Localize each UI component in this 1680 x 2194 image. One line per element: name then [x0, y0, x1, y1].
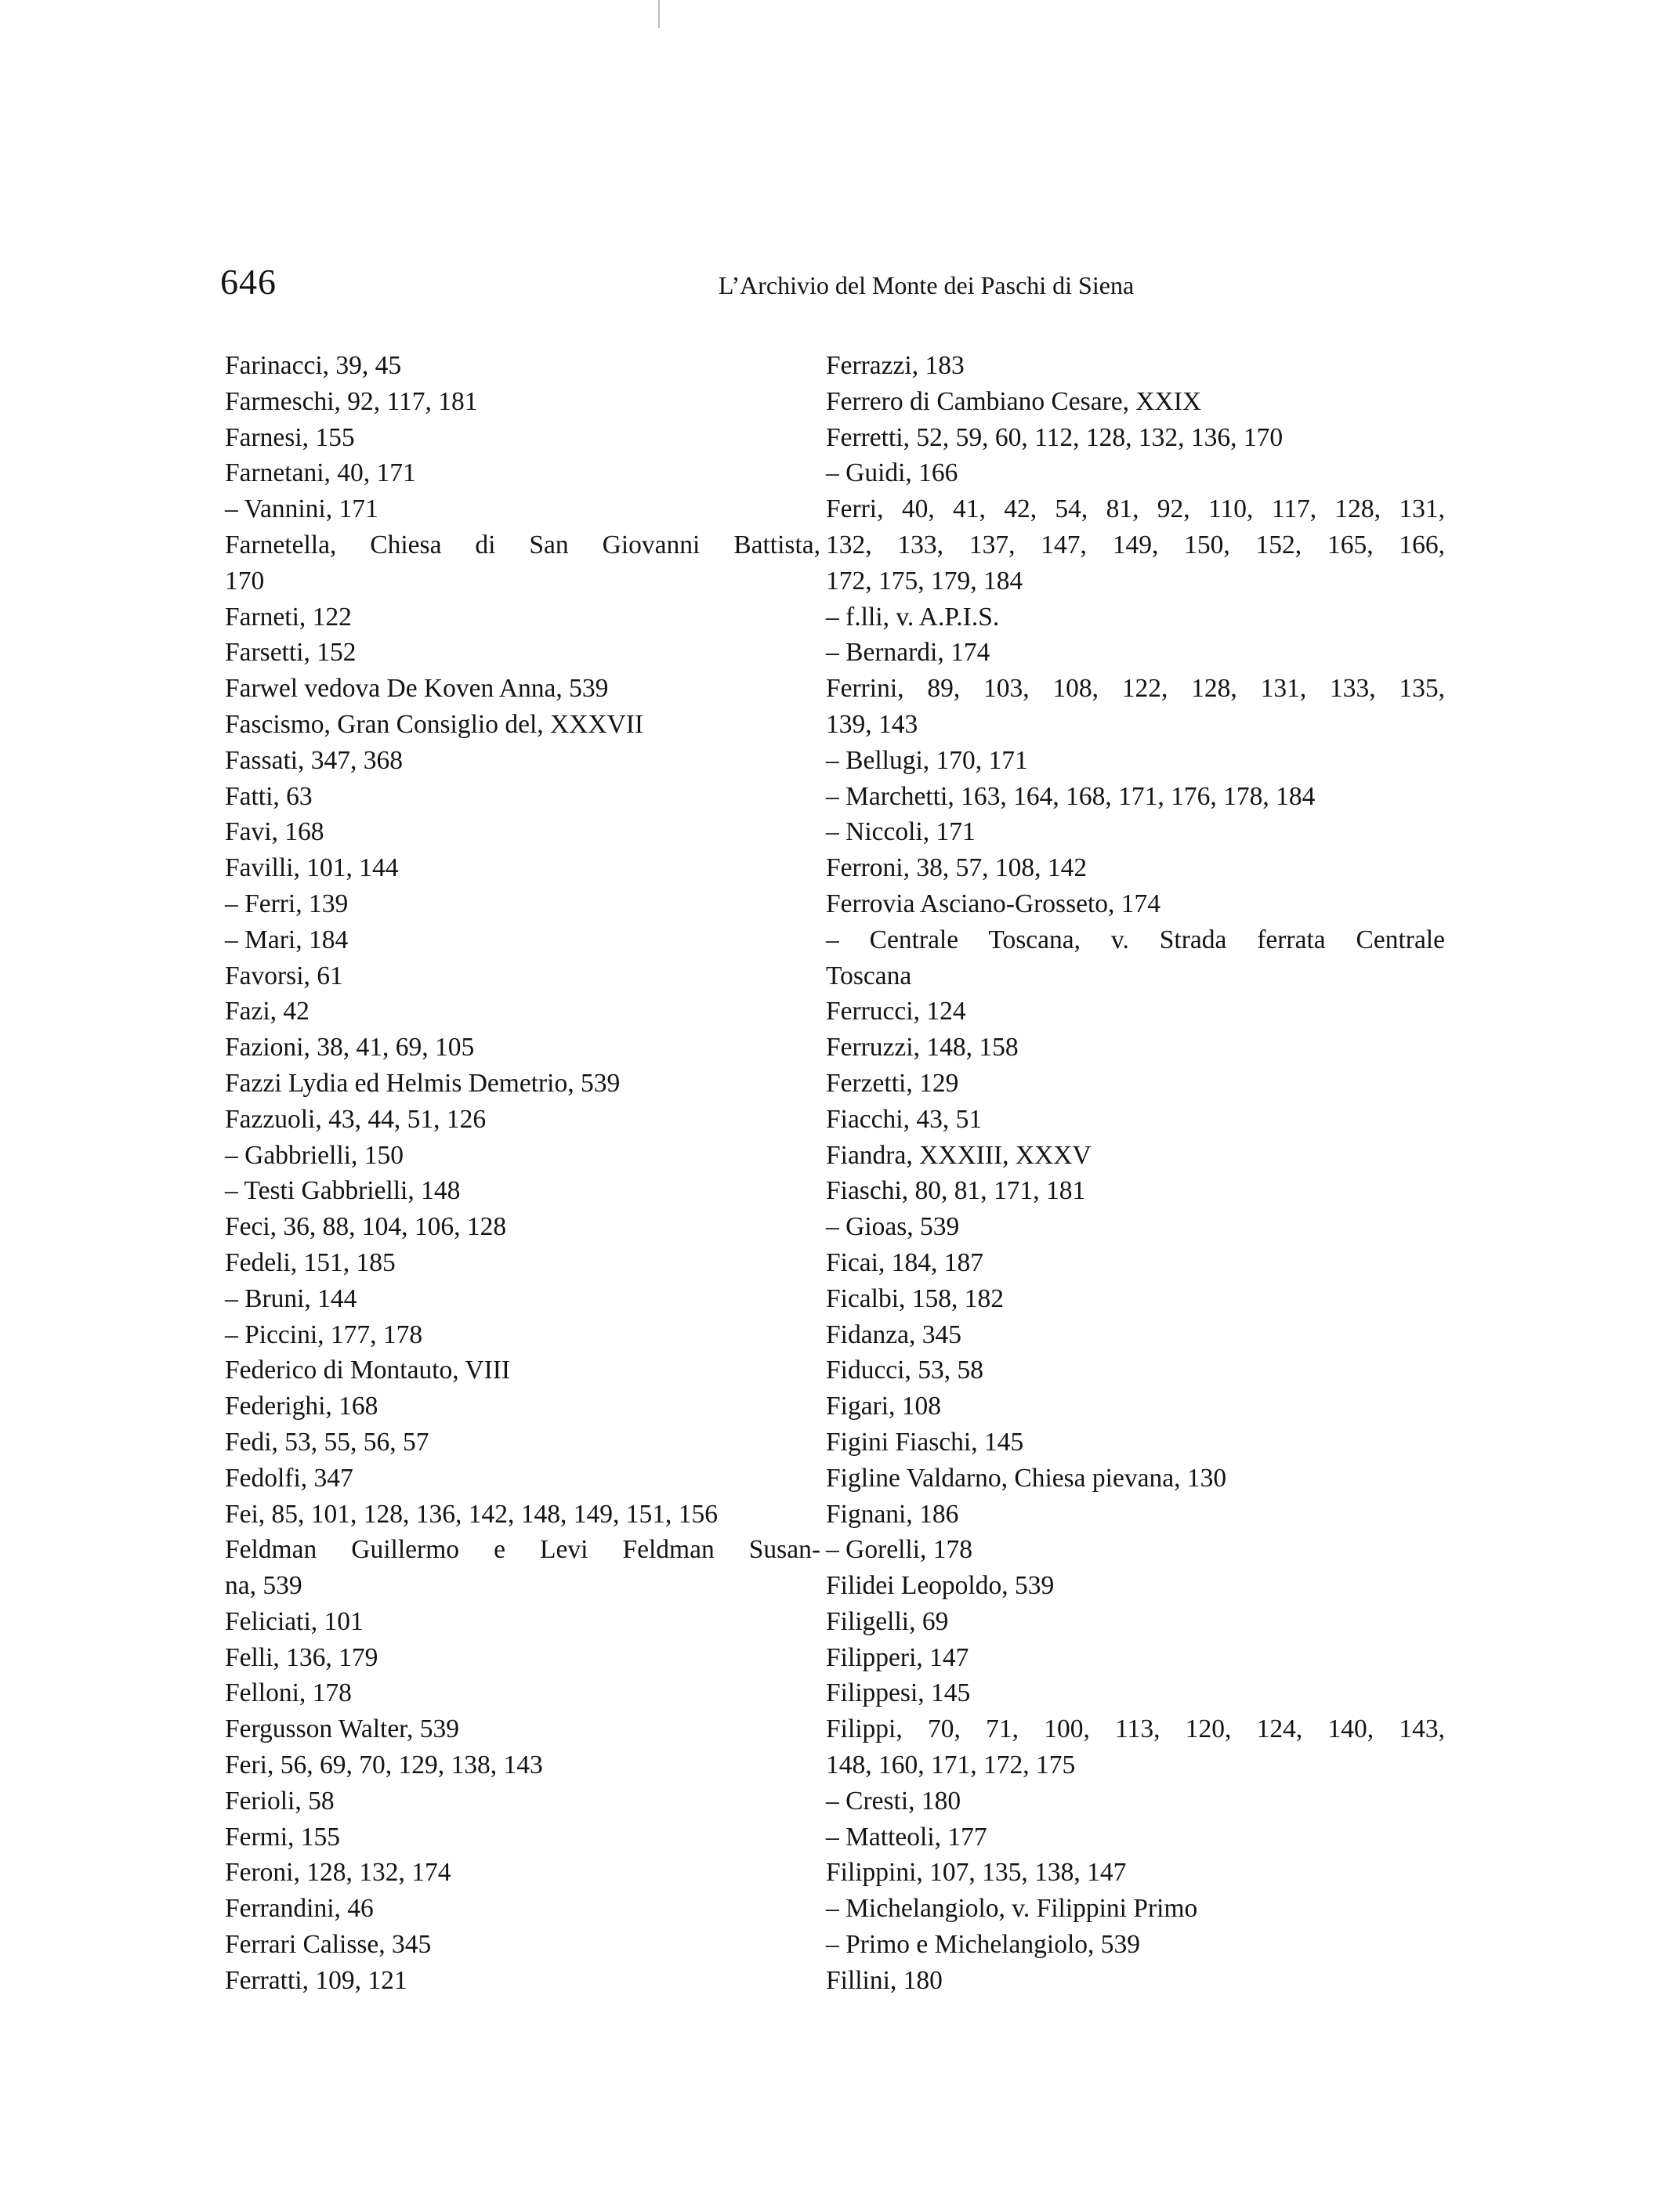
index-entry-line: Fedeli, 151, 185	[225, 1247, 396, 1277]
index-entry	[225, 1388, 820, 1425]
index-entry	[225, 635, 820, 671]
index-entry-line: Farnesi, 155	[225, 422, 355, 452]
index-entry	[826, 886, 1445, 922]
index-entry	[826, 922, 1445, 994]
index-entry-line: – Matteoli, 177	[826, 1822, 987, 1852]
index-entry-line: Ferri, 40, 41, 42, 54, 81, 92, 110, 117, 128, 131,	[826, 494, 1445, 524]
index-entry-line: – Testi Gabbrielli, 148	[225, 1176, 461, 1206]
index-entry-line: Figini Fiaschi, 145	[826, 1427, 1024, 1457]
index-entry-line: Felloni, 178	[225, 1678, 352, 1708]
index-entry-line: 132, 133, 137, 147, 149, 150, 152, 165, 166,	[826, 530, 1445, 559]
index-entry-line: Filippesi, 145	[826, 1678, 971, 1708]
index-entry-line: Fedi, 53, 55, 56, 57	[225, 1427, 429, 1457]
index-entry-line: Ferrari Calisse, 345	[225, 1930, 432, 1960]
running-title: L’Archivio del Monte dei Paschi di Siena	[718, 271, 1135, 299]
index-entry-line: Ferrini, 89, 103, 108, 122, 128, 131, 133, 135,	[826, 674, 1445, 704]
index-entry-line: Ferroni, 38, 57, 108, 142	[826, 853, 1088, 883]
index-entry-line: Fignani, 186	[826, 1499, 959, 1529]
index-entry	[826, 1675, 1445, 1711]
index-entry	[826, 1388, 1445, 1425]
index-entry	[826, 1066, 1445, 1102]
index-entry	[826, 850, 1445, 886]
index-entry	[826, 455, 1445, 491]
index-entry-line: – Gioas, 539	[826, 1212, 960, 1242]
index-entry	[826, 491, 1445, 599]
index-entry	[826, 1927, 1445, 1963]
index-entry	[225, 1066, 820, 1102]
index-entry-line: – Primo e Michelangiolo, 539	[826, 1930, 1141, 1960]
index-entry-line: Fiaschi, 80, 81, 171, 181	[826, 1176, 1086, 1206]
index-entry	[225, 1604, 820, 1640]
index-entry-line: Fillini, 180	[826, 1965, 943, 1995]
index-entry	[826, 1425, 1445, 1461]
index-entry-line: – Cresti, 180	[826, 1786, 961, 1816]
index-entry-line: Fei, 85, 101, 128, 136, 142, 148, 149, 151, 156	[225, 1499, 719, 1529]
index-entry-line: Filipperi, 147	[826, 1642, 969, 1672]
index-entry-line: Fassati, 347, 368	[225, 745, 404, 775]
index-entry	[225, 527, 820, 599]
index-entry-line: – Ferri, 139	[225, 889, 349, 918]
index-entry	[826, 1352, 1445, 1388]
index-entry	[225, 420, 820, 456]
index-entry-line: – Bellugi, 170, 171	[826, 745, 1028, 775]
index-entry	[826, 1604, 1445, 1640]
index-entry	[225, 958, 820, 994]
index-entry-line: Favi, 168	[225, 817, 324, 847]
index-entry	[225, 1102, 820, 1138]
index-entry-line: na, 539	[225, 1571, 302, 1601]
index-entry-line: Feci, 36, 88, 104, 106, 128	[225, 1212, 507, 1242]
index-entry-line: Fazi, 42	[225, 997, 310, 1026]
index-entry-line: Fiacchi, 43, 51	[826, 1104, 983, 1134]
index-entry	[225, 707, 820, 743]
index-entry-line: – Centrale Toscana, v. Strada ferrata Centrale	[826, 925, 1445, 954]
index-entry-line: Fatti, 63	[225, 781, 313, 811]
index-entry	[225, 1532, 820, 1604]
index-entry-line: Filigelli, 69	[826, 1606, 949, 1636]
index-entry-line: 170	[225, 566, 265, 596]
index-entry	[225, 455, 820, 491]
index-entry	[225, 1317, 820, 1353]
index-entry	[225, 779, 820, 815]
index-entry-line: Ferratti, 109, 121	[225, 1965, 407, 1995]
index-entry	[225, 1891, 820, 1927]
index-entry	[225, 1209, 820, 1245]
index-entry-line: Favilli, 101, 144	[225, 853, 399, 883]
index-entry-line: Feldman Guillermo e Levi Feldman Susan-	[225, 1535, 820, 1565]
index-entry-line: – f.lli, v. A.P.I.S.	[826, 602, 1000, 632]
index-entry-line: Filidei Leopoldo, 539	[826, 1571, 1055, 1601]
index-entry-line: Fazioni, 38, 41, 69, 105	[225, 1033, 475, 1063]
index-entry	[826, 1245, 1445, 1281]
index-entry	[225, 814, 820, 850]
index-entry-line: Filippi, 70, 71, 100, 113, 120, 124, 140, 143,	[826, 1714, 1445, 1744]
index-entry	[225, 1783, 820, 1819]
index-entry	[826, 384, 1445, 420]
index-entry-line: Fascismo, Gran Consiglio del, XXXVII	[225, 709, 644, 739]
index-entry-line: Fergusson Walter, 539	[225, 1714, 459, 1744]
index-entry	[225, 1927, 820, 1963]
index-entry-line: Ferretti, 52, 59, 60, 112, 128, 132, 136, 170	[826, 422, 1284, 452]
index-entry-line: Fidanza, 345	[826, 1320, 962, 1349]
index-entry-line: Fazzuoli, 43, 44, 51, 126	[225, 1104, 487, 1134]
index-entry-line: Figline Valdarno, Chiesa pievana, 130	[826, 1463, 1227, 1493]
index-entry-line: Ferzetti, 129	[826, 1068, 959, 1098]
index-entry	[225, 1245, 820, 1281]
index-entry	[225, 1747, 820, 1783]
index-entry-line: – Marchetti, 163, 164, 168, 171, 176, 178, 184	[826, 781, 1316, 811]
index-entry-line: – Piccini, 177, 178	[225, 1320, 423, 1349]
index-entry	[826, 814, 1445, 850]
index-entry	[225, 1138, 820, 1174]
index-entry	[225, 1640, 820, 1676]
index-entry-line: Farwel vedova De Koven Anna, 539	[225, 674, 609, 704]
index-entry	[225, 1711, 820, 1747]
index-entry-line: Feri, 56, 69, 70, 129, 138, 143	[225, 1750, 543, 1780]
index-entry-line: – Guidi, 166	[826, 458, 958, 488]
index-entry-line: – Mari, 184	[225, 925, 349, 954]
index-entry-line: Fiducci, 53, 58	[826, 1356, 983, 1385]
index-entry-line: Farinacci, 39, 45	[225, 351, 402, 380]
index-entry-line: Ferrazzi, 183	[826, 351, 965, 380]
index-entry	[225, 1352, 820, 1388]
index-entry-line: Fedolfi, 347	[225, 1463, 353, 1493]
index-entry	[826, 1461, 1445, 1497]
index-entry-line: – Gabbrielli, 150	[225, 1140, 404, 1170]
index-entry-line: Figari, 108	[826, 1392, 942, 1421]
index-entry	[225, 1425, 820, 1461]
index-entry	[225, 922, 820, 958]
index-entry-line: Federico di Montauto, VIII	[225, 1356, 511, 1385]
index-entry-line: Ferruzzi, 148, 158	[826, 1033, 1019, 1063]
index-entry	[826, 635, 1445, 671]
index-entry-line: – Niccoli, 171	[826, 817, 976, 847]
page-number: 646	[220, 262, 277, 302]
index-entry	[826, 348, 1445, 384]
index-entry-line: Ficalbi, 158, 182	[826, 1283, 1005, 1313]
index-entry	[225, 1963, 820, 1999]
index-entry	[225, 1855, 820, 1891]
index-entry	[225, 599, 820, 635]
index-entry-line: – Bruni, 144	[225, 1283, 357, 1313]
index-entry	[826, 994, 1445, 1030]
index-column-left	[225, 348, 820, 1999]
index-entry-line: 139, 143	[826, 709, 918, 739]
index-entry-line: Filippini, 107, 135, 138, 147	[826, 1858, 1127, 1888]
index-entry	[225, 491, 820, 527]
index-entry-line: Fermi, 155	[225, 1822, 341, 1852]
index-entry	[826, 1855, 1445, 1891]
index-entry-line: 148, 160, 171, 172, 175	[826, 1750, 1076, 1780]
index-entry	[225, 671, 820, 707]
index-entry	[826, 420, 1445, 456]
index-entry	[826, 1173, 1445, 1209]
index-entry	[225, 384, 820, 420]
index-entry	[826, 1209, 1445, 1245]
index-entry-line: – Vannini, 171	[225, 494, 378, 524]
index-entry-line: 172, 175, 179, 184	[826, 566, 1023, 596]
index-entry	[826, 1819, 1445, 1855]
index-entry	[225, 1819, 820, 1855]
index-entry	[826, 1138, 1445, 1174]
index-entry	[826, 1963, 1445, 1999]
index-entry	[826, 1891, 1445, 1927]
index-entry	[225, 1030, 820, 1066]
index-entry-line: Ferrero di Cambiano Cesare, XXIX	[826, 386, 1202, 416]
index-entry-line: Farsetti, 152	[225, 638, 357, 668]
index-entry	[826, 743, 1445, 779]
index-entry-line: Ferrovia Asciano-Grosseto, 174	[826, 889, 1161, 918]
index-entry	[826, 671, 1445, 743]
index-entry-line: Farmeschi, 92, 117, 181	[225, 386, 478, 416]
index-entry	[826, 1102, 1445, 1138]
index-entry-line: Federighi, 168	[225, 1392, 378, 1421]
index-entry	[826, 1317, 1445, 1353]
index-entry	[826, 1568, 1445, 1604]
index-entry	[826, 1783, 1445, 1819]
index-entry-line: Ficai, 184, 187	[826, 1247, 983, 1277]
index-entry-line: – Michelangiolo, v. Filippini Primo	[826, 1894, 1198, 1924]
index-entry-line: Farneti, 122	[225, 602, 352, 632]
index-entry	[225, 743, 820, 779]
index-entry-line: Farnetella, Chiesa di San Giovanni Battista,	[225, 530, 820, 559]
index-entry	[225, 994, 820, 1030]
index-entry	[225, 886, 820, 922]
index-entry-line: Ferioli, 58	[225, 1786, 335, 1816]
index-entry-line: Favorsi, 61	[225, 961, 343, 990]
index-entry	[826, 1640, 1445, 1676]
index-entry-line: Feliciati, 101	[225, 1606, 364, 1636]
index-entry	[225, 348, 820, 384]
index-entry	[826, 1030, 1445, 1066]
index-entry	[826, 1281, 1445, 1317]
index-entry-line: – Gorelli, 178	[826, 1535, 973, 1565]
index-entry	[225, 1675, 820, 1711]
scan-artifact-mark	[658, 0, 660, 28]
index-entry	[826, 1711, 1445, 1783]
index-entry-line: – Bernardi, 174	[826, 638, 990, 668]
index-entry	[225, 850, 820, 886]
index-entry	[225, 1497, 820, 1533]
index-entry	[826, 1532, 1445, 1568]
index-entry	[826, 599, 1445, 635]
index-entry-line: Ferrandini, 46	[225, 1894, 374, 1924]
index-entry-line: Fiandra, XXXIII, XXXV	[826, 1140, 1092, 1170]
index-entry-line: Felli, 136, 179	[225, 1642, 378, 1672]
index-entry	[826, 779, 1445, 815]
index-entry	[225, 1173, 820, 1209]
index-entry	[225, 1281, 820, 1317]
index-entry-line: Farnetani, 40, 171	[225, 458, 416, 488]
index-entry-line: Feroni, 128, 132, 174	[225, 1858, 451, 1888]
index-entry-line: Ferrucci, 124	[826, 997, 966, 1026]
index-column-right	[826, 348, 1445, 1999]
index-entry	[826, 1497, 1445, 1533]
index-entry-line: Toscana	[826, 961, 912, 990]
index-entry-line: Fazzi Lydia ed Helmis Demetrio, 539	[225, 1068, 621, 1098]
index-entry	[225, 1461, 820, 1497]
